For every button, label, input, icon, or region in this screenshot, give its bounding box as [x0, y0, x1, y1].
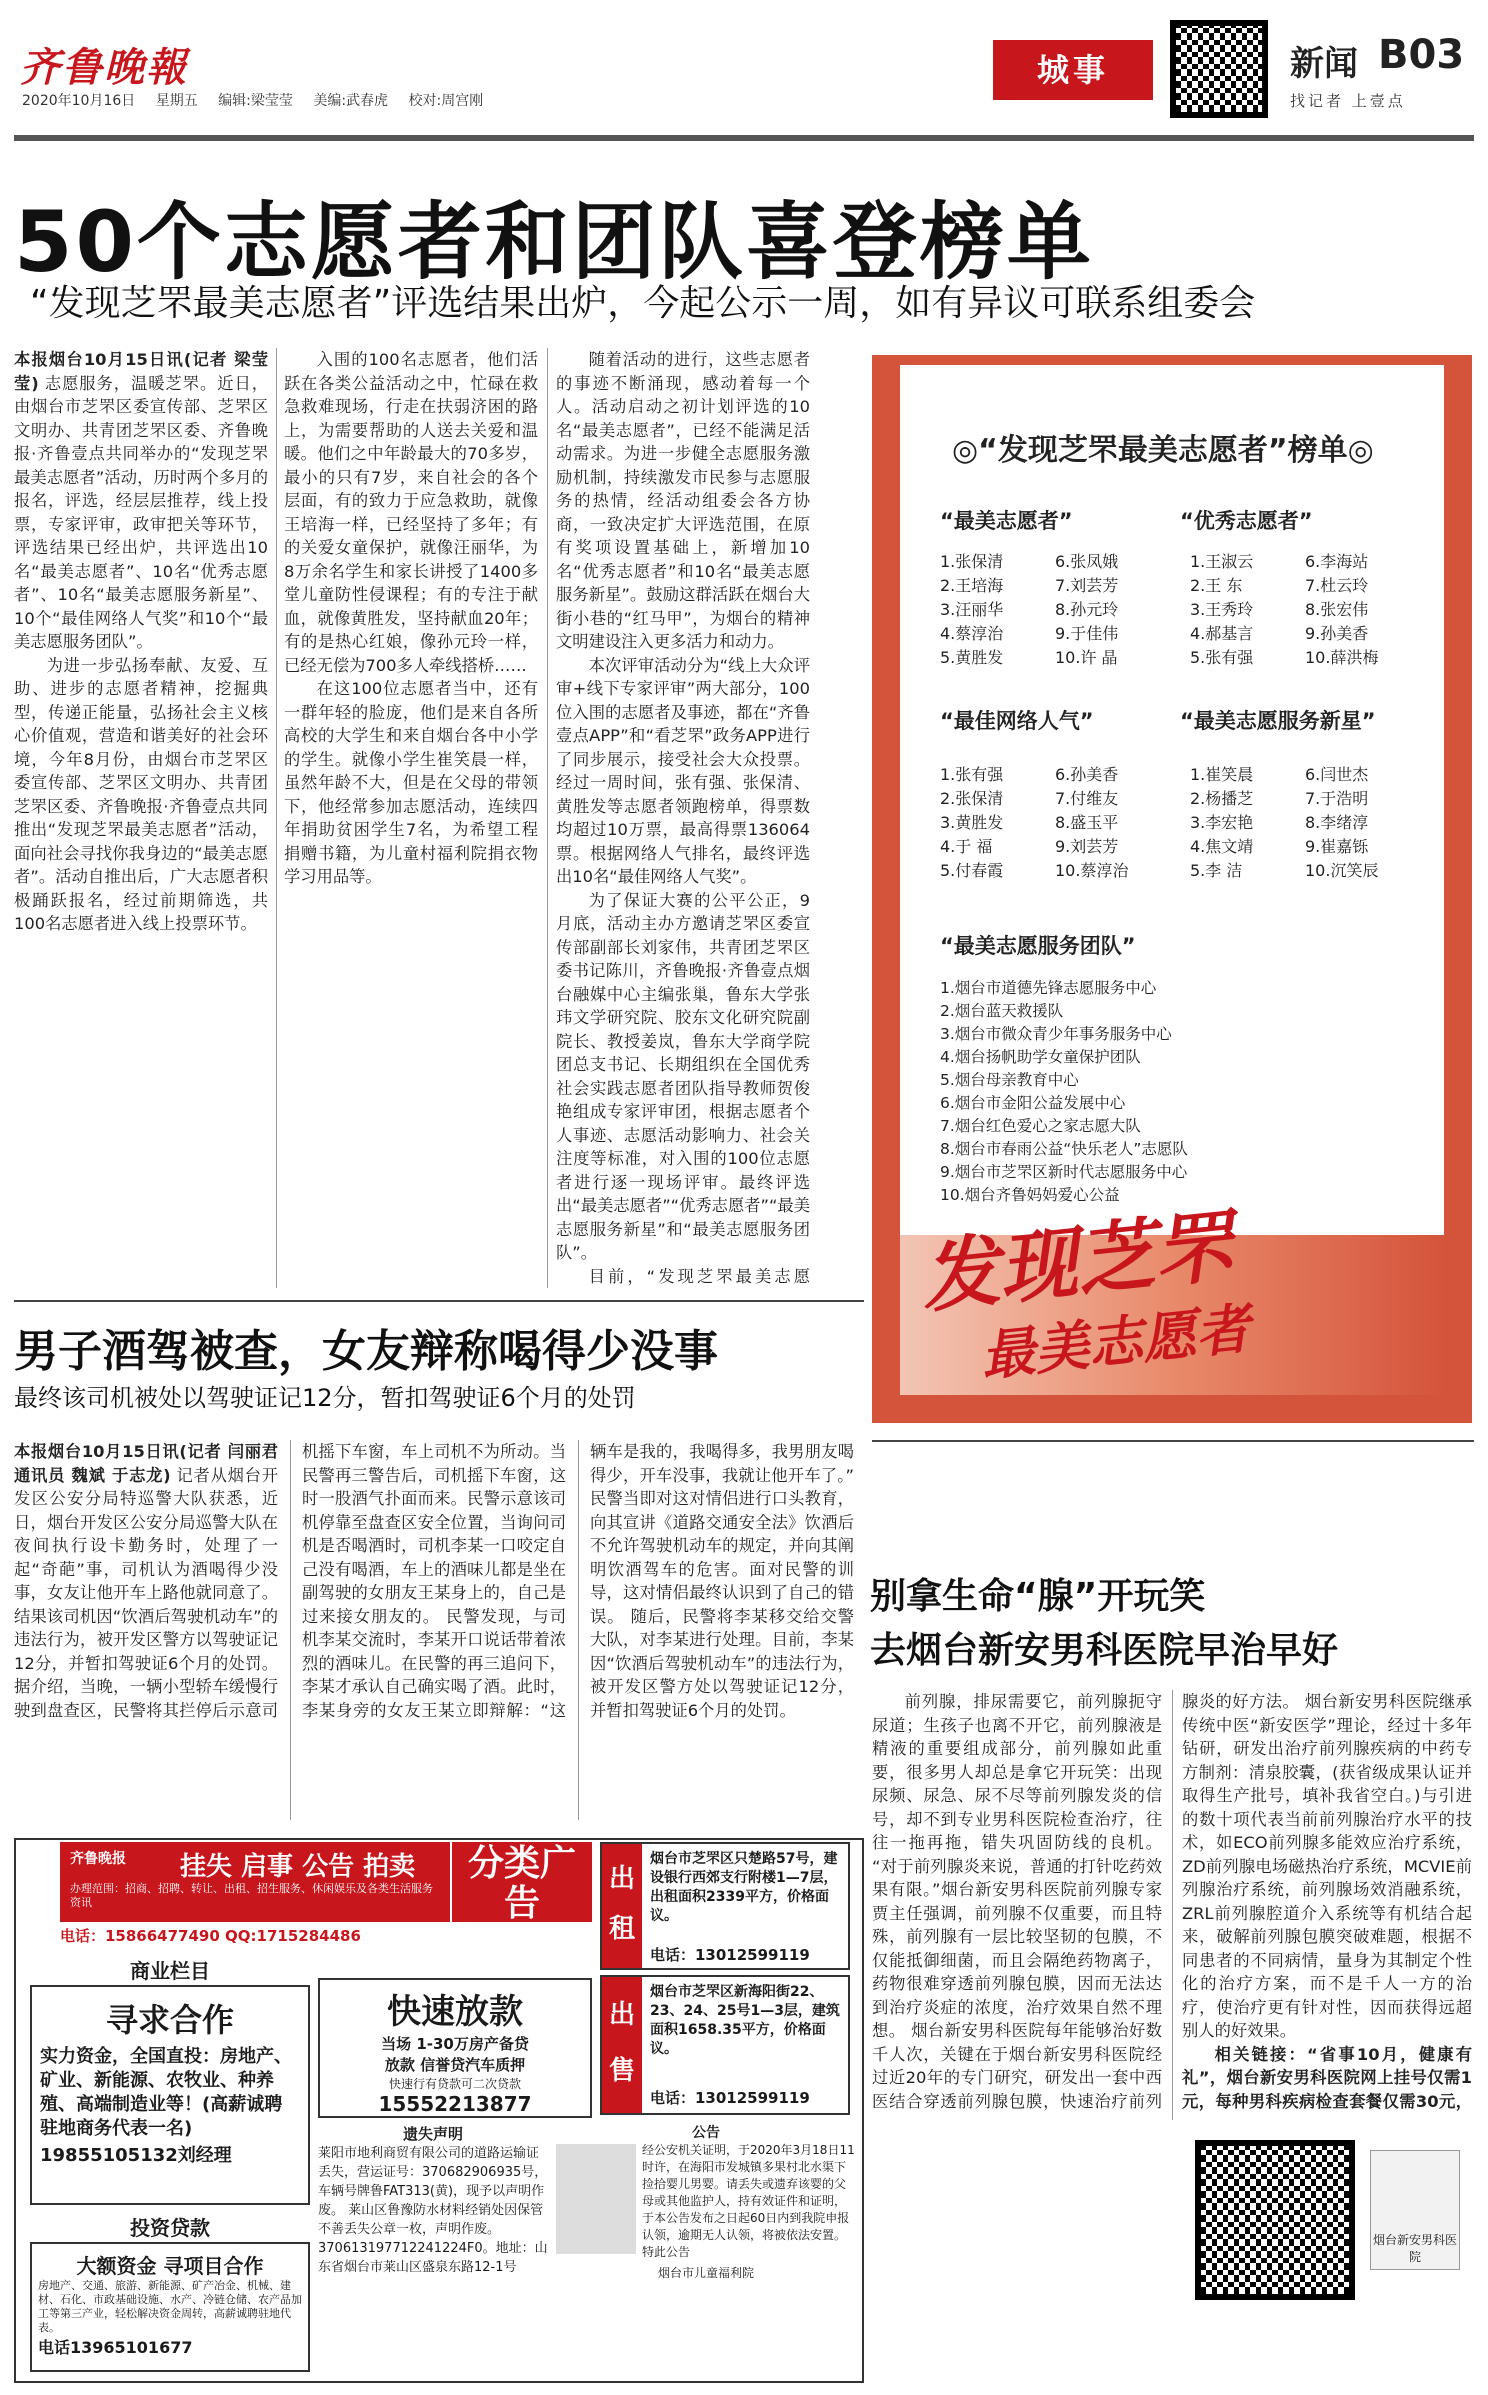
invest-text: 房地产、交通、旅游、新能源、矿产冶金、机械、建材、石化、市政基础设施、水产、冷链仓储、农产品加工等第三产业，轻松解决资金周转，高薪诚聘驻地代表。: [38, 2279, 302, 2334]
classified-services: 挂失 启事 公告 拍卖: [180, 1852, 416, 1882]
story2-body: [14, 1440, 854, 1820]
award-names-2b: 6.李海站 7.杜云玲 8.张宏伟 9.孙美香 10.薛洪梅: [1305, 552, 1379, 667]
award-names-4b: 6.闫世杰 7.于浩明 8.李绪淳 9.崔嘉铄 10.沉笑辰: [1305, 765, 1379, 880]
fast-loan-phone: 15552213877: [378, 2092, 532, 2116]
top-divider: [14, 135, 1474, 141]
fast-loan-line2: 放款 信誉贷汽车质押: [384, 2056, 526, 2074]
story1-paragraph: 本次评审活动分为“线上大众评审+线下专家评审”两大部分，100位入围的志愿者及事迹，都在“齐鲁壹点APP”和“看芝罘”政务APP进行了同步展示，接受社会大众投票。经过一周时间，张有强、张保清、黄胜发等志愿者领跑榜单，得票数均超过10万票，最高得票136064票。根据网络人气排名，最终评选出10名“最佳网络人气奖”。: [556, 655, 810, 886]
classified-banner: [60, 1842, 450, 1922]
classified-logo: 齐鲁晚报: [70, 1851, 126, 1867]
lost-notice-title: 遗失声明: [402, 2125, 463, 2143]
award-names-3a: 1.张有强 2.张保清 3.黄胜发 4.于 福 5.付春霞: [940, 765, 1004, 880]
rent-text: 烟台市芝罘区只楚路57号，建设银行西郊支行附楼1—7层，出租面积2339平方，价格面议。: [650, 1851, 838, 1924]
award-names-2a: 1.王淑云 2.王 东 3.王秀玲 4.郝基言 5.张有强: [1190, 552, 1254, 667]
rent-ad: [600, 1842, 850, 1970]
award-names-4a: 1.崔笑晨 2.杨播芝 3.李宏艳 4.焦文靖 5.李 洁: [1190, 765, 1254, 880]
story2-subheadline: 最终该司机被处以驾驶证记12分，暂扣驾驶证6个月的处罚: [14, 1384, 636, 1412]
biz-section-label: 商业栏目: [130, 1959, 210, 1983]
story2-text: 记者从烟台开发区公安分局特巡警大队获悉，近日，烟台开发区公安分局巡警大队在夜间执行设卡勤务时，处理了一起“奇葩”事，司机认为酒喝得少没事，女友让他开车上路他就同意了。结果该司机因“饮酒后驾驶机动车”的违法行为，被开发区警方以驾驶证记12分，并暂扣驾驶证6个月的处罚。 据介绍，当晚，一辆小型轿车缓慢行驶到盘查区，民警将其拦停后示意司机摇下车窗，车上司机不为所动。当民警再三警告后，司机摇下车窗，这时一股酒气扑面而来。民警示意该司机停靠至盘查区安全位置，当询问司机是否喝酒时，司机李某一口咬定自己没有喝酒，车上的酒味儿都是坐在副驾驶的女朋友王某身上的，自己是过来接女朋友的。 民警发现，与司机李某交流时，李某开口说话带着浓烈的酒味儿。在民警的再三追问下，李某才承认自己确实喝了酒。此时，李某身旁的女友王某立即辩解：“这辆车是我的，我喝得多，我男朋友喝得少，开车没事，我就让他开车了。” 民警当即对这对情侣进行口头教育，向其宣讲《道路交通安全法》饮酒后不允许驾驶机动车的规定，并向其阐明饮酒驾车的危害。面对民警的训导，这对情侣最终认识到了自己的错误。 随后，民警将李某移交给交警大队，对李某进行处理。目前，李某因“饮酒后驾驶机动车”的违法行为，被开发区警方处以驾驶证记12分，并暂扣驾驶证6个月的处罚。: [14, 1442, 854, 1720]
story1-column-2: [284, 348, 538, 1288]
fast-loan-line1: 当场 1-30万房产备贷: [381, 2035, 529, 2053]
award-category: “最美志愿服务团队”: [940, 934, 1136, 958]
section-news-label: 新闻: [1290, 44, 1358, 84]
seek-cooperation-ad: [30, 1985, 310, 2205]
proof-credit: 校对:周宫刚: [408, 93, 484, 109]
masthead-slogan: 找记者 上壹点: [1290, 92, 1406, 110]
calligraphy-subtitle: 最美志愿者: [977, 1296, 1253, 1388]
story2-lead: 本报烟台10月15日讯(记者 闫丽君 通讯员 魏斌 于志龙): [14, 1442, 278, 1485]
invest-ad: [30, 2242, 310, 2372]
seek-title: 寻求合作: [105, 2001, 234, 2039]
section-divider: [14, 1300, 864, 1302]
award-teams-list: 1.烟台市道德先锋志愿服务中心 2.烟台蓝天救援队 3.烟台市微众青少年事务服务中心 4.烟台扬帆助学女童保护团队 5.烟台母亲教育中心 6.烟台市金阳公益发展中心 7.烟台红色爱心之家志愿大队 8.烟台市春雨公益“快乐老人”志愿队 9.烟台市芝罘区新时代志愿服务中心 10.烟台齐鲁妈妈爱心公益: [940, 979, 1188, 1204]
story1-paragraph: 在这100位志愿者当中，还有一群年轻的脸庞，他们是来自各所高校的大学生和来自烟台各中小学的学生。就像小学生崔笑晨一样，虽然年龄不大，但是在父母的带领下，他经常参加志愿活动，连续四年捐助贫困学生7名，为希望工程捐赠书籍，为儿童村福利院捐衣物学习用品等。: [284, 679, 538, 886]
sale-ad: [600, 1975, 850, 2115]
story1-paragraph: 为进一步弘扬奉献、友爱、互助、进步的志愿者精神，挖掘典型，传递正能量，弘扬社会主义核心价值观，营造和谐美好的社会环境，今年8月份，由烟台市芝罘区委宣传部、芝罘区文明办、共青团芝罘区委、齐鲁晚报·齐鲁壹点共同推出“发现芝罘最美志愿者”活动，面向社会寻找你我身边的“最美志愿者”。活动自推出后，广大志愿者积极踊跃报名，经过前期筛选，共100名志愿者进入线上投票环节。: [14, 655, 268, 933]
sale-label: 出售: [602, 1977, 642, 2113]
seek-phone: 19855105132刘经理: [40, 2145, 232, 2166]
page-number: B03: [1378, 32, 1465, 78]
story1-lead: 本报烟台10月15日讯(记者 梁莹莹): [14, 350, 268, 393]
story3-body: [872, 1690, 1472, 2120]
story3-text: 前列腺，排尿需要它，前列腺扼守尿道；生孩子也离不开它，前列腺液是精液的重要组成部分，前列腺如此重要，很多男人却总是拿它开玩笑：出现尿频、尿急、尿不尽等前列腺发炎的信号，却不到专业男科医院检查治疗，往往一拖再拖，错失巩固防线的良机。 “对于前列腺炎来说，普通的打针吃药效果有限。”烟台新安男科医院前列腺专家贾主任强调，前列腺不仅重要，而且特殊，前列腺有一层比较坚韧的包膜，不仅能抵御细菌，而且会隔绝药物离子，药物很难穿透前列腺包膜，因而无法达到治疗炎症的浓度，治疗效果自然不理想。 烟台新安男科医院每年能够治好数千人次，关键在于烟台新安男科医院经过近20年的专门研究，研发出一套中西医结合穿透前列腺包膜，快速治疗前列腺炎的好方法。 烟台新安男科医院继承传统中医“新安医学”理论，经过十多年钻研，研发出治疗前列腺疾病的中药专方制剂：清泉胶囊，(获省级成果认证并取得生产批号，填补我省空白。)与引进的数十项代表当前前列腺治疗水平的技术，如ECO前列腺多能效应治疗系统，ZD前列腺电场磁热治疗系统，MCVIE前列腺治疗系统，前列腺场效消融系统，ZRL前列腺腔道介入系统等有机结合起来，破解前列腺包膜突破难题，根据不同患者的不同病情，量身为其制定个性化的治疗方案，而不是千人一方的治疗，使治疗更有针对性，因而获得远超别人的好效果。: [872, 1692, 1472, 2111]
column-divider: [276, 348, 277, 1288]
page-subheadline: “发现芝罘最美志愿者”评选结果出炉，今起公示一周，如有异议可联系组委会: [30, 283, 1256, 324]
qr-code-icon: [1170, 20, 1268, 118]
award-names-1a: 1.张保清 2.王培海 3.汪丽华 4.蔡淳治 5.黄胜发: [940, 552, 1004, 667]
lost-notice: [318, 2125, 548, 2375]
award-names-1b: 6.张凤娥 7.刘芸芳 8.孙元玲 9.于佳伟 10.许 晶: [1055, 552, 1119, 667]
story2-headline: 男子酒驾被查，女友辩称喝得少没事: [14, 1326, 718, 1377]
hospital-qr-icon: [1195, 2140, 1355, 2300]
invest-title: 大额资金 寻项目合作: [76, 2254, 264, 2278]
classified-phone: 电话：15866477490 QQ:1715284486: [60, 1927, 361, 1945]
public-notice-title: 公告: [692, 2125, 720, 2141]
story3-subheadline: 去烟台新安男科医院早治早好: [870, 1630, 1339, 1671]
public-notice-sign: 烟台市儿童福利院: [657, 2266, 754, 2280]
column-divider: [547, 348, 548, 1288]
fast-loan-ad: [318, 1978, 592, 2118]
award-list-panel: [872, 355, 1472, 1423]
award-names-3b: 6.孙美香 7.付维友 8.盛玉平 9.刘芸芳 10.蔡淳治: [1055, 765, 1129, 880]
award-category: “最美志愿者”: [940, 509, 1073, 533]
issue-date: 2020年10月16日: [22, 93, 136, 109]
designer-credit: 美编:武春虎: [313, 93, 389, 109]
story3-related-link: 相关链接：“省事10月，健康有礼”，烟台新安男科医院网上挂号仅需1元，每种男科疾病检查套餐仅需30元，: [1182, 2044, 1472, 2111]
invest-section-label: 投资贷款: [130, 2216, 210, 2240]
award-category: “优秀志愿者”: [1180, 509, 1313, 533]
award-category: “最美志愿服务新星”: [1180, 709, 1376, 733]
story1-paragraph: 志愿服务，温暖芝罘。近日，由烟台市芝罘区委宣传部、芝罘区文明办、共青团芝罘区委、齐鲁晚报·齐鲁壹点共同举办的“发现芝罘最美志愿者”活动，历时两个多月的报名，评选，经层层推荐，线上投票，专家评审，政审把关等环节，评选结果已经出炉，共评选出10名“最美志愿者”、10名“优秀志愿者”、10名“最美志愿服务新星”、10个“最佳网络人气奖”和10个“最美志愿服务团队”。: [14, 373, 268, 651]
issue-info: [22, 90, 499, 110]
public-notice-text: 经公安机关证明，于2020年3月18日11时许，在海阳市发城镇多果村北水渠下捡拾婴儿男婴。请丢失或遗弃该婴的父母或其他监护人，持有效证件和证明，于本公告发布之日起60日内到我院申报认领，逾期无人认领，将被依法安置。特此公告: [642, 2143, 855, 2259]
story1-column-3: [556, 348, 810, 1288]
lost-notice-text: 莱阳市地利商贸有限公司的道路运输证丢失，营运证号：370682906935号，车辆号牌鲁FAT313(黄)，现予以声明作废。 莱山区鲁豫防水材料经销处因保管不善丢失公章一枚，声明作废。370613197712241224F0。地址：山东省烟台市莱山区盛泉东路12-1号: [318, 2146, 548, 2275]
section-tag: 城事: [993, 40, 1153, 100]
rent-label: 出租: [602, 1844, 642, 1968]
story3-headline: 别拿生命“腺”开玩笑: [870, 1576, 1206, 1617]
sale-phone: 电话：13012599119: [650, 2089, 810, 2107]
invest-phone: 电话13965101677: [38, 2338, 193, 2357]
award-category: “最佳网络人气”: [940, 709, 1094, 733]
story1-column-1: [14, 348, 268, 1288]
story1-paragraph: 目前，“发现芝罘最美志愿: [588, 1266, 810, 1286]
page-headline: 50个志愿者和团队喜登榜单: [14, 193, 1094, 291]
issue-weekday: 星期五: [155, 93, 198, 109]
section-divider: [872, 1440, 1474, 1442]
hospital-logo-label: 烟台新安男科医院: [1370, 2150, 1460, 2270]
infant-photo: [556, 2144, 636, 2254]
sale-text: 烟台市芝罘区新海阳街22、23、24、25号1—3层，建筑面积1658.35平方，价格面议。: [650, 1984, 840, 2057]
classified-scope: 办理范围：招商、招聘、转让、出租、招生服务、休闲娱乐及各类生活服务资讯: [70, 1882, 433, 1909]
story1-paragraph: 入围的100名志愿者，他们活跃在各类公益活动之中，忙碌在救急救难现场，行走在扶弱济困的路上，为需要帮助的人送去关爱和温暖。他们之中年龄最大的70多岁，最小的只有7岁，来自社会的各个层面，有的致力于应急救助，就像王培海一样，已经坚持了多年；有的关爱女童保护，就像汪丽华，为8万余名学生和家长讲授了1400多堂儿童防性侵课程；有的专注于献血，就像黄胜发，坚持献血20年；有的是热心红娘，像孙元玲一样，已经无偿为700多人牵线搭桥……: [284, 350, 538, 675]
award-list-title: ◎“发现芝罘最美志愿者”榜单◎: [952, 433, 1374, 468]
story1-paragraph: 为了保证大赛的公平公正，9月底，活动主办方邀请芝罘区委宣传部副部长刘家伟，共青团芝罘区委书记陈川，齐鲁晚报·齐鲁壹点烟台融媒中心主编张巢，鲁东大学张玮文学研究院、胶东文化研究院副院长、教授姜岚，鲁东大学商学院团总支书记、长期组织在全国优秀社会实践志愿者团队指导教师贺俊艳组成专家评审团，根据志愿者个人事迹、志愿活动影响力、社会关注度等标准，对入围的100位志愿者进行逐一现场评审。最终评选出“最美志愿者”“优秀志愿者”“最美志愿服务新星”和“最美志愿服务团队”。: [556, 890, 810, 1262]
rent-phone: 电话：13012599119: [650, 1946, 810, 1964]
classified-ads-label: 分类广告: [452, 1842, 592, 1922]
editor-credit: 编辑:梁莹莹: [218, 93, 293, 109]
calligraphy-title: 发现芝罘: [916, 1200, 1237, 1325]
fast-loan-line3: 快速行有贷款可二次贷款: [388, 2077, 521, 2091]
story1-paragraph: 随着活动的进行，这些志愿者的事迹不断涌现，感动着每一个人。活动启动之初计划评选的10名“最美志愿者”，已经不能满足活动需求。为进一步健全志愿服务激励机制，持续激发市民参与志愿服务的热情，经活动组委会各方协商，一致决定扩大评选范围，在原有奖项设置基础上，新增加10名“优秀志愿者”和10名“最美志愿服务新星”。鼓励这群活跃在烟台大街小巷的“红马甲”，为烟台的精神文明建设注入更多活力和动力。: [556, 350, 810, 651]
seek-text: 实力资金，全国直投：房地产、矿业、新能源、农牧业、种养殖、高端制造业等！(高薪诚聘驻地商务代表一名): [40, 2046, 292, 2139]
fast-loan-title: 快速放款: [387, 1992, 523, 2032]
newspaper-logo: 齐鲁晚報: [20, 44, 188, 91]
public-notice: [556, 2125, 856, 2375]
